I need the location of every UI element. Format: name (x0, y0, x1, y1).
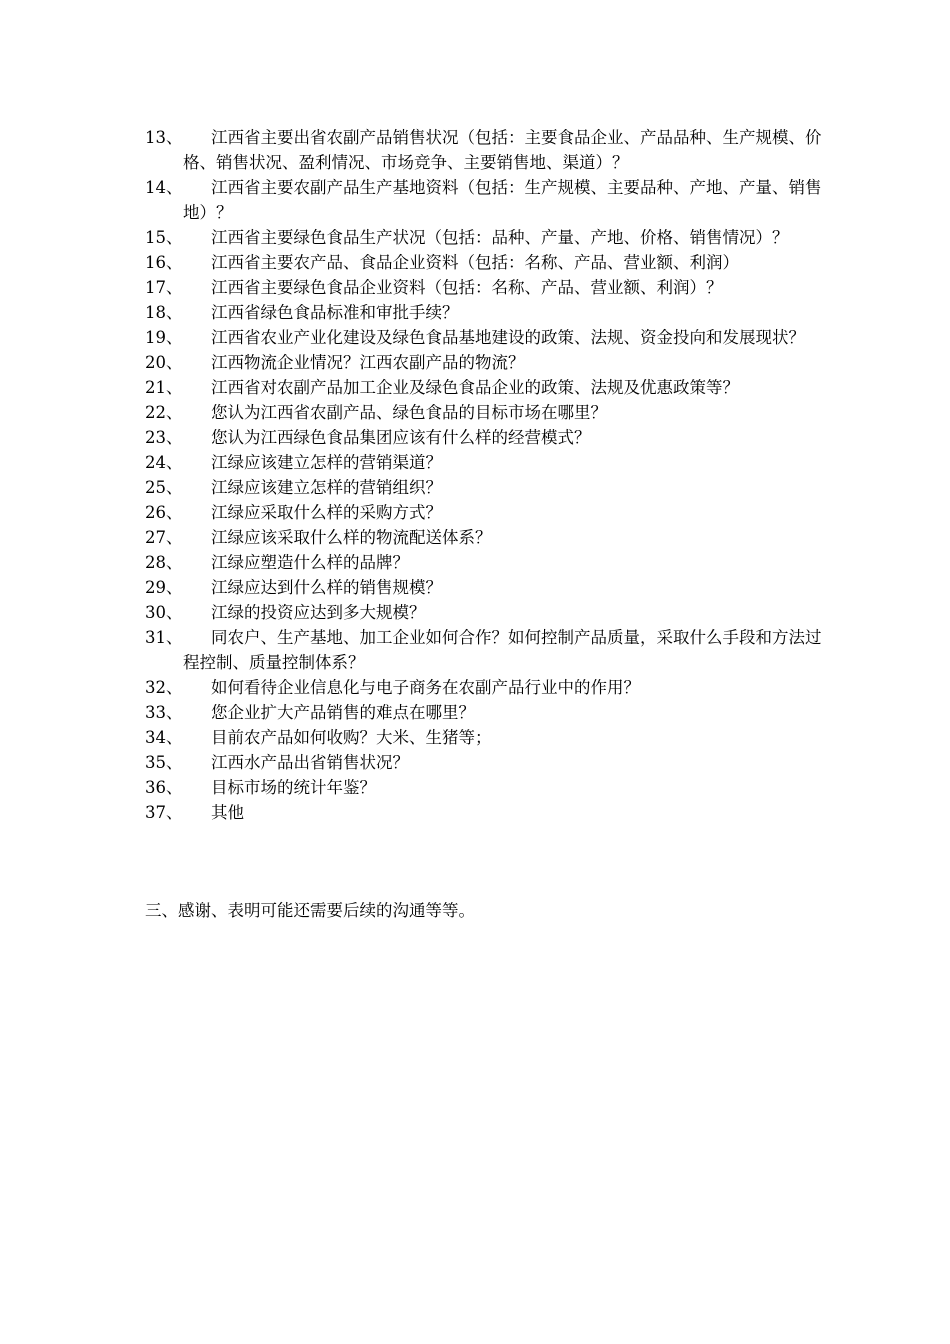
list-item (117, 300, 835, 325)
list-item (117, 500, 835, 525)
item-number: 14、 (145, 178, 183, 197)
item-text: 江西省主要绿色食品企业资料（包括：名称、产品、营业额、利润）？ (211, 278, 723, 297)
item-text: 江西省主要农副产品生产基地资料（包括：生产规模、主要品种、产地、产量、销售地）？ (183, 178, 822, 222)
list-item (117, 225, 835, 250)
item-text: 江绿应塑造什么样的品牌？ (211, 553, 409, 572)
item-text: 如何看待企业信息化与电子商务在农副产品行业中的作用？ (211, 678, 640, 697)
item-text: 江西物流企业情况？江西农副产品的物流？ (211, 353, 525, 372)
list-item (117, 275, 835, 300)
item-text: 其他 (211, 803, 244, 822)
list-item (117, 375, 835, 400)
list-item (117, 800, 835, 825)
item-text: 江绿应该建立怎样的营销渠道？ (211, 453, 442, 472)
list-item (117, 350, 835, 375)
item-number: 29、 (145, 578, 183, 597)
item-number: 17、 (145, 278, 183, 297)
list-item (117, 625, 835, 675)
item-text: 江绿应该采取什么样的物流配送体系？ (211, 528, 492, 547)
list-item (117, 675, 835, 700)
list-item (117, 250, 835, 275)
item-number: 25、 (145, 478, 183, 497)
list-item (117, 400, 835, 425)
item-number: 32、 (145, 678, 183, 697)
item-text: 江西省对农副产品加工企业及绿色食品企业的政策、法规及优惠政策等？ (211, 378, 739, 397)
item-number: 21、 (145, 378, 183, 397)
item-number: 19、 (145, 328, 183, 347)
list-item (117, 325, 835, 350)
item-text: 目标市场的统计年鉴？ (211, 778, 376, 797)
item-text: 江西省绿色食品标准和审批手续？ (211, 303, 459, 322)
list-item (117, 525, 835, 550)
item-number: 23、 (145, 428, 183, 447)
list-item (117, 175, 835, 225)
item-number: 22、 (145, 403, 183, 422)
item-number: 35、 (145, 753, 183, 772)
item-number: 33、 (145, 703, 183, 722)
item-text: 江西水产品出省销售状况？ (211, 753, 409, 772)
item-text: 江绿应采取什么样的采购方式？ (211, 503, 442, 522)
list-item (117, 600, 835, 625)
item-number: 27、 (145, 528, 183, 547)
item-number: 20、 (145, 353, 183, 372)
item-number: 30、 (145, 603, 183, 622)
list-item (117, 425, 835, 450)
item-text: 江西省主要绿色食品生产状况（包括：品种、产量、产地、价格、销售情况）？ (211, 228, 789, 247)
item-number: 16、 (145, 253, 183, 272)
list-item (117, 700, 835, 725)
item-number: 37、 (145, 803, 183, 822)
item-text: 目前农产品如何收购？大米、生猪等； (211, 728, 492, 747)
question-list (145, 125, 835, 825)
item-text: 江西省主要出省农副产品销售状况（包括：主要食品企业、产品品种、生产规模、价格、销售状况、盈利情况、市场竞争、主要销售地、渠道）？ (183, 128, 822, 172)
item-number: 34、 (145, 728, 183, 747)
item-text: 江绿的投资应达到多大规模？ (211, 603, 426, 622)
item-number: 18、 (145, 303, 183, 322)
item-text: 江西省主要农产品、食品企业资料（包括：名称、产品、营业额、利润） (211, 253, 739, 272)
list-item (117, 725, 835, 750)
item-text: 您企业扩大产品销售的难点在哪里？ (211, 703, 475, 722)
item-number: 28、 (145, 553, 183, 572)
item-text: 同农户、生产基地、加工企业如何合作？如何控制产品质量，采取什么手段和方法过程控制、质量控制体系？ (183, 628, 822, 672)
item-text: 您认为江西绿色食品集团应该有什么样的经营模式？ (211, 428, 591, 447)
item-number: 36、 (145, 778, 183, 797)
item-text: 江西省农业产业化建设及绿色食品基地建设的政策、法规、资金投向和发展现状？ (211, 328, 805, 347)
list-item (117, 125, 835, 175)
item-number: 24、 (145, 453, 183, 472)
closing-paragraph: 三、感谢、表明可能还需要后续的沟通等等。 (145, 901, 475, 920)
list-item (117, 450, 835, 475)
list-item (117, 750, 835, 775)
list-item (117, 550, 835, 575)
item-text: 您认为江西省农副产品、绿色食品的目标市场在哪里？ (211, 403, 607, 422)
list-item (117, 475, 835, 500)
list-item (117, 575, 835, 600)
item-number: 13、 (145, 128, 183, 147)
list-item (117, 775, 835, 800)
item-text: 江绿应达到什么样的销售规模？ (211, 578, 442, 597)
item-text: 江绿应该建立怎样的营销组织？ (211, 478, 442, 497)
item-number: 15、 (145, 228, 183, 247)
item-number: 31、 (145, 628, 183, 647)
item-number: 26、 (145, 503, 183, 522)
